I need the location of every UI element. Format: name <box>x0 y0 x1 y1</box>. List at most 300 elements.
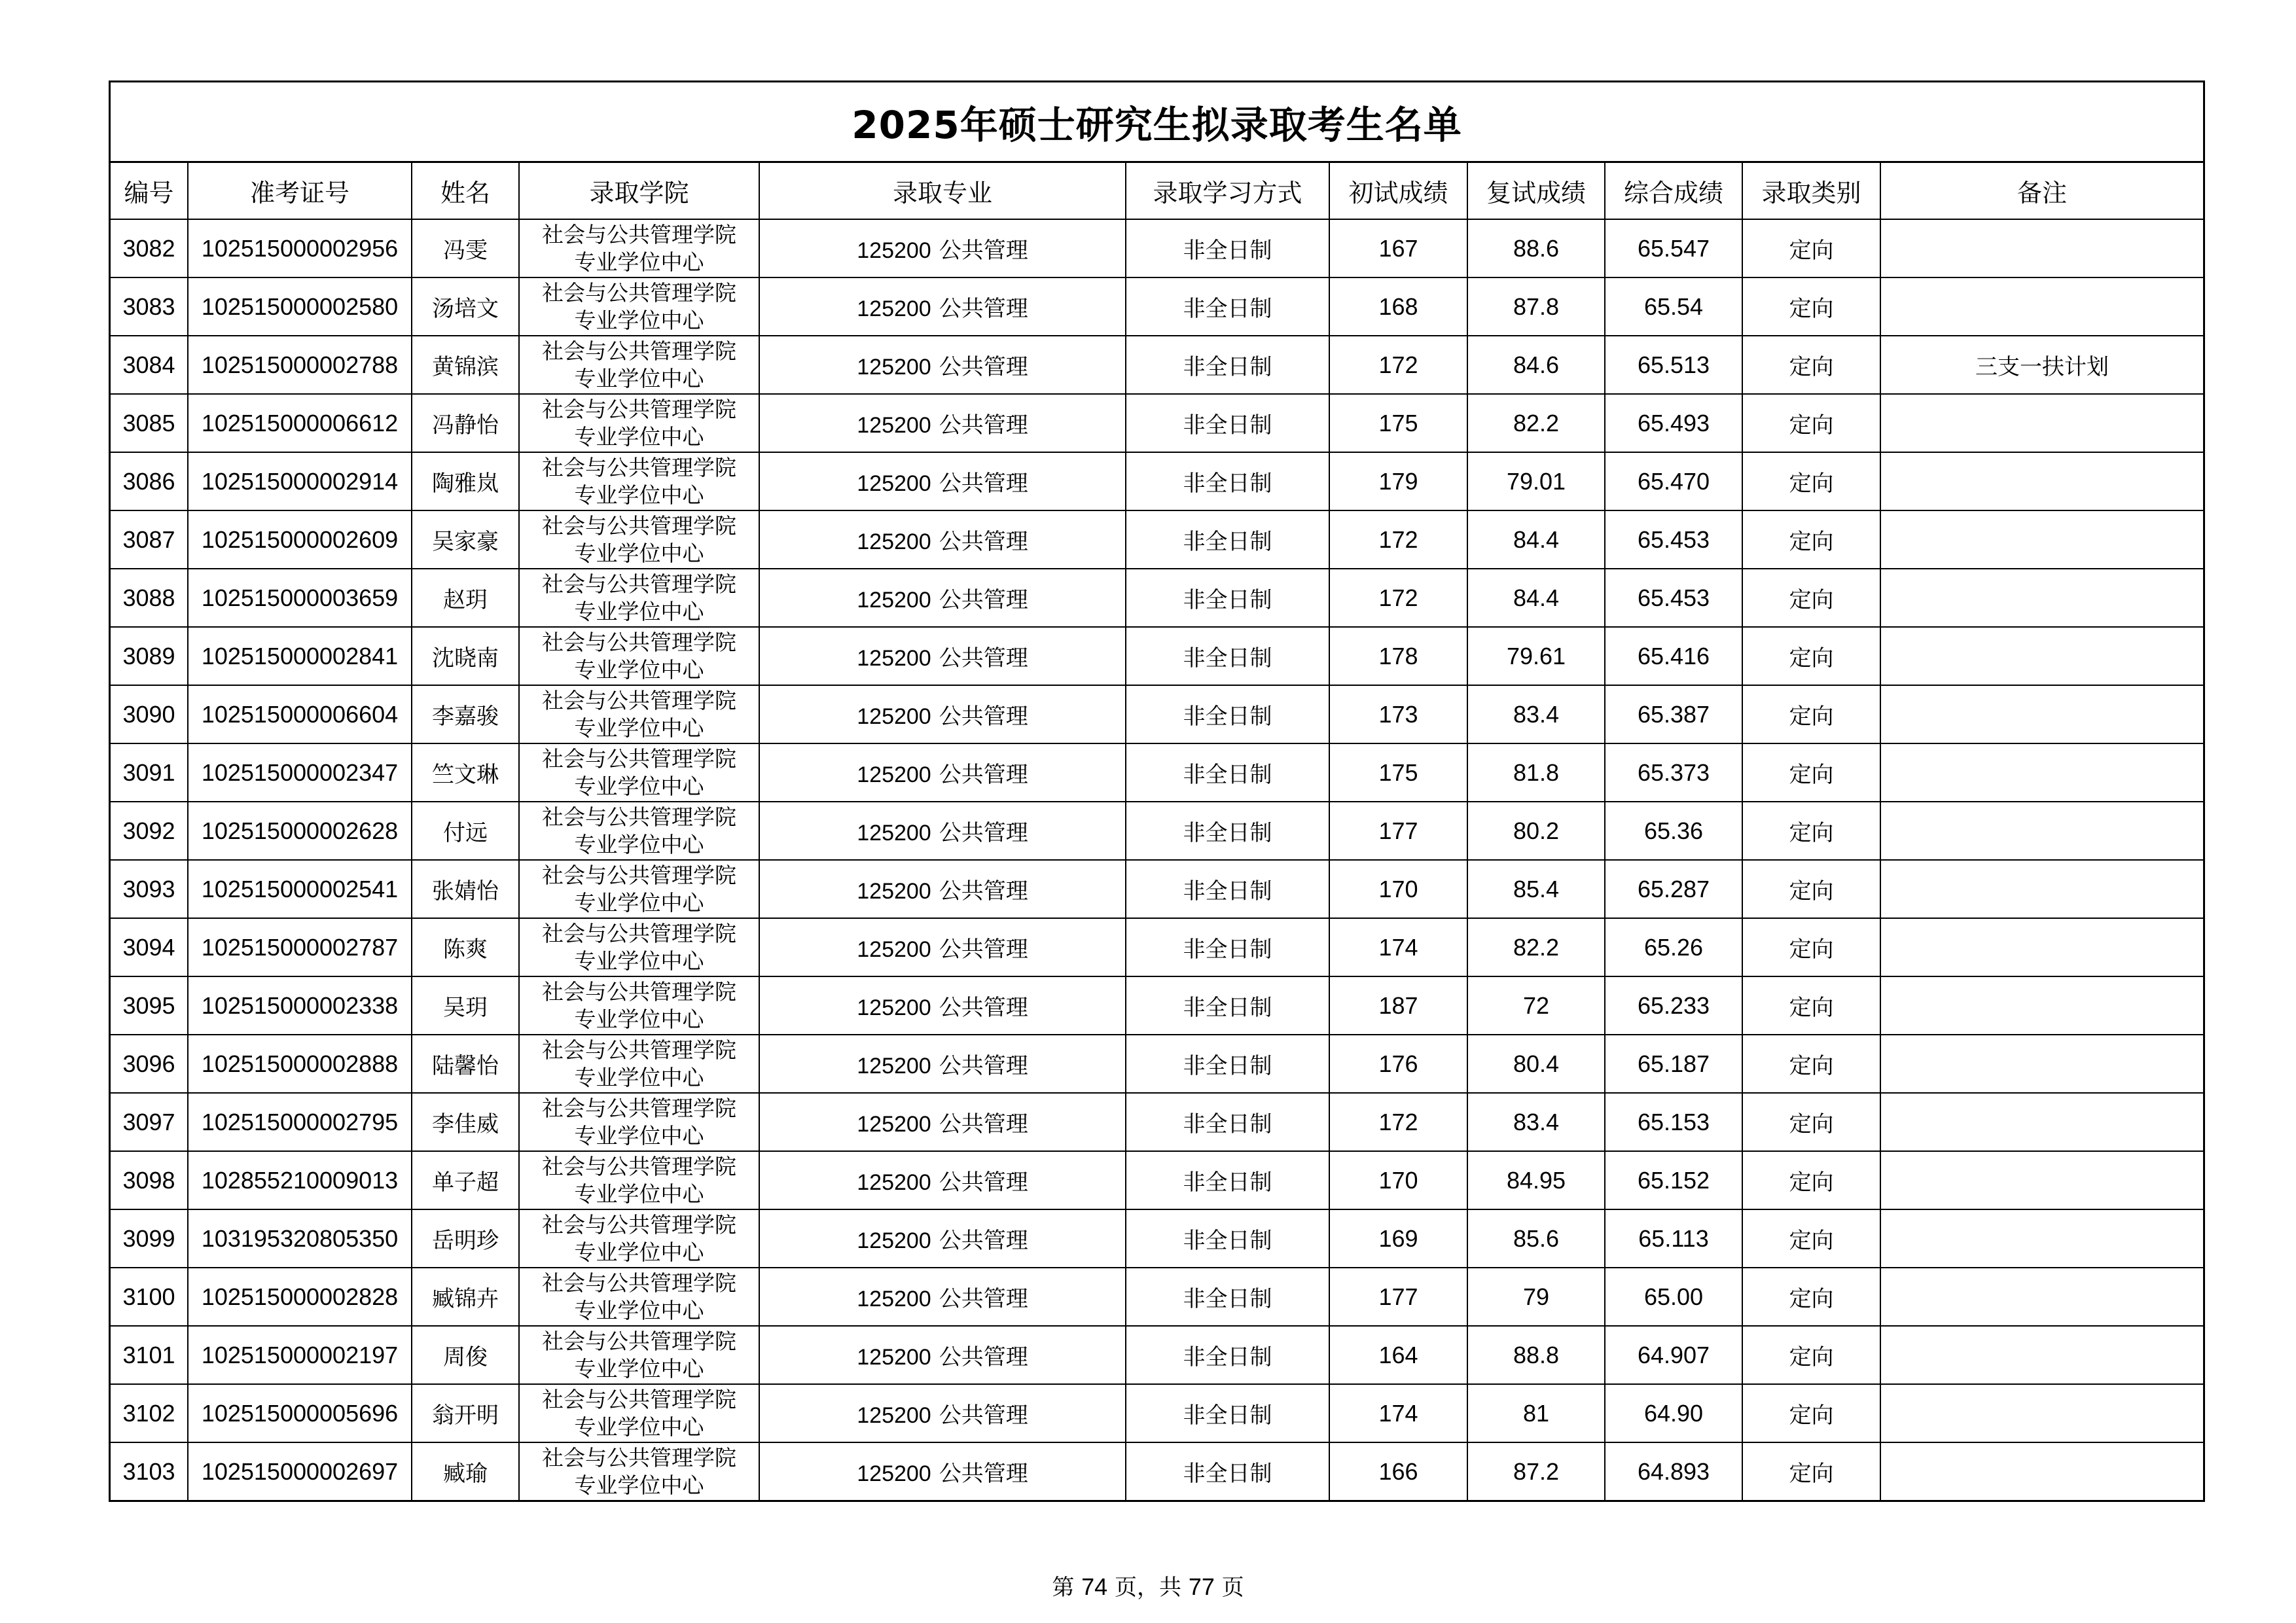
cell-exam-id: 103195320805350 <box>188 1209 412 1268</box>
cell-study-mode: 非全日制 <box>1126 1268 1329 1326</box>
major-code: 125200 <box>857 238 931 263</box>
cell-retest-score: 84.4 <box>1467 510 1605 569</box>
cell-major <box>759 1442 1126 1500</box>
cell-college <box>519 1268 759 1326</box>
cell-note <box>1880 1384 2203 1442</box>
cell-exam-id: 102515000002347 <box>188 743 412 802</box>
major-name: 公共管理 <box>939 704 1028 730</box>
cell-note <box>1880 685 2203 743</box>
college-line-1: 社会与公共管理学院 <box>542 629 736 655</box>
cell-no: 3091 <box>111 743 188 802</box>
college-line-2: 专业学位中心 <box>574 1414 704 1440</box>
cell-prelim-score: 170 <box>1329 860 1467 918</box>
cell-note <box>1880 802 2203 860</box>
header-total-score: 综合成绩 <box>1605 163 1742 219</box>
table-row <box>111 452 2203 510</box>
college-line-1: 社会与公共管理学院 <box>542 1386 736 1412</box>
cell-study-mode: 非全日制 <box>1126 219 1329 277</box>
cell-category: 定向 <box>1742 860 1880 918</box>
major-code: 125200 <box>857 879 931 904</box>
table-row <box>111 1384 2203 1442</box>
cell-prelim-score: 176 <box>1329 1035 1467 1093</box>
cell-study-mode: 非全日制 <box>1126 336 1329 394</box>
table-row <box>111 510 2203 569</box>
header-retest-score: 复试成绩 <box>1467 163 1605 219</box>
table-row <box>111 860 2203 918</box>
cell-total-score: 64.907 <box>1605 1326 1742 1384</box>
college-line-2: 专业学位中心 <box>574 482 704 508</box>
cell-total-score: 65.373 <box>1605 743 1742 802</box>
college-line-2: 专业学位中心 <box>574 307 704 333</box>
cell-name: 汤培文 <box>412 277 519 336</box>
cell-category: 定向 <box>1742 1093 1880 1151</box>
cell-study-mode: 非全日制 <box>1126 743 1329 802</box>
cell-note <box>1880 1151 2203 1209</box>
cell-study-mode: 非全日制 <box>1126 569 1329 627</box>
college-line-1: 社会与公共管理学院 <box>542 687 736 713</box>
cell-major <box>759 1209 1126 1268</box>
table-row <box>111 336 2203 394</box>
cell-college <box>519 452 759 510</box>
footer-total-pages: 77 <box>1188 1573 1215 1600</box>
cell-category: 定向 <box>1742 1209 1880 1268</box>
cell-study-mode: 非全日制 <box>1126 510 1329 569</box>
cell-note <box>1880 1209 2203 1268</box>
cell-exam-id: 102515000002197 <box>188 1326 412 1384</box>
cell-college <box>519 394 759 452</box>
cell-total-score: 65.153 <box>1605 1093 1742 1151</box>
cell-major <box>759 510 1126 569</box>
cell-major <box>759 1093 1126 1151</box>
header-prelim-score: 初试成绩 <box>1329 163 1467 219</box>
college-line-2: 专业学位中心 <box>574 1239 704 1265</box>
cell-name: 单子超 <box>412 1151 519 1209</box>
cell-exam-id: 102515000002795 <box>188 1093 412 1151</box>
cell-note <box>1880 1035 2203 1093</box>
cell-note <box>1880 1093 2203 1151</box>
cell-retest-score: 79.61 <box>1467 627 1605 685</box>
major-code: 125200 <box>857 588 931 613</box>
college-line-1: 社会与公共管理学院 <box>542 454 736 480</box>
cell-prelim-score: 187 <box>1329 976 1467 1035</box>
header-major: 录取专业 <box>759 163 1126 219</box>
cell-college <box>519 1151 759 1209</box>
cell-major <box>759 219 1126 277</box>
cell-total-score: 65.36 <box>1605 802 1742 860</box>
cell-major <box>759 1268 1126 1326</box>
table-row <box>111 1035 2203 1093</box>
college-line-1: 社会与公共管理学院 <box>542 920 736 946</box>
cell-category: 定向 <box>1742 336 1880 394</box>
table-row <box>111 1151 2203 1209</box>
cell-major <box>759 1384 1126 1442</box>
cell-prelim-score: 175 <box>1329 394 1467 452</box>
cell-total-score: 65.453 <box>1605 510 1742 569</box>
cell-category: 定向 <box>1742 1442 1880 1500</box>
major-code: 125200 <box>857 1345 931 1370</box>
cell-name: 陶雅岚 <box>412 452 519 510</box>
cell-study-mode: 非全日制 <box>1126 1326 1329 1384</box>
major-name: 公共管理 <box>939 1169 1028 1196</box>
college-line-2: 专业学位中心 <box>574 1006 704 1032</box>
major-code: 125200 <box>857 937 931 962</box>
cell-prelim-score: 170 <box>1329 1151 1467 1209</box>
cell-study-mode: 非全日制 <box>1126 1442 1329 1500</box>
cell-note <box>1880 860 2203 918</box>
college-line-2: 专业学位中心 <box>574 831 704 857</box>
college-line-1: 社会与公共管理学院 <box>542 1270 736 1296</box>
cell-prelim-score: 177 <box>1329 1268 1467 1326</box>
cell-category: 定向 <box>1742 685 1880 743</box>
college-line-1: 社会与公共管理学院 <box>542 745 736 772</box>
cell-note <box>1880 627 2203 685</box>
header-no: 编号 <box>111 163 188 219</box>
cell-name: 张婧怡 <box>412 860 519 918</box>
cell-note <box>1880 918 2203 976</box>
cell-exam-id: 102515000002580 <box>188 277 412 336</box>
table-row <box>111 219 2203 277</box>
cell-exam-id: 102515000002541 <box>188 860 412 918</box>
cell-category: 定向 <box>1742 1326 1880 1384</box>
cell-prelim-score: 178 <box>1329 627 1467 685</box>
cell-major <box>759 743 1126 802</box>
college-line-2: 专业学位中心 <box>574 423 704 450</box>
cell-prelim-score: 172 <box>1329 569 1467 627</box>
cell-college <box>519 802 759 860</box>
cell-major <box>759 627 1126 685</box>
header-note: 备注 <box>1880 163 2203 219</box>
cell-study-mode: 非全日制 <box>1126 1093 1329 1151</box>
table-row <box>111 1326 2203 1384</box>
college-line-1: 社会与公共管理学院 <box>542 512 736 539</box>
college-line-1: 社会与公共管理学院 <box>542 571 736 597</box>
cell-no: 3100 <box>111 1268 188 1326</box>
table-row <box>111 802 2203 860</box>
cell-category: 定向 <box>1742 219 1880 277</box>
cell-prelim-score: 164 <box>1329 1326 1467 1384</box>
cell-note <box>1880 743 2203 802</box>
cell-name: 付远 <box>412 802 519 860</box>
cell-major <box>759 918 1126 976</box>
cell-retest-score: 79 <box>1467 1268 1605 1326</box>
table-row <box>111 743 2203 802</box>
cell-college <box>519 860 759 918</box>
major-name: 公共管理 <box>939 645 1028 671</box>
cell-major <box>759 336 1126 394</box>
cell-no: 3097 <box>111 1093 188 1151</box>
major-name: 公共管理 <box>939 1461 1028 1487</box>
cell-name: 翁开明 <box>412 1384 519 1442</box>
cell-no: 3090 <box>111 685 188 743</box>
college-line-1: 社会与公共管理学院 <box>542 1328 736 1354</box>
cell-category: 定向 <box>1742 1151 1880 1209</box>
major-name: 公共管理 <box>939 529 1028 555</box>
cell-study-mode: 非全日制 <box>1126 860 1329 918</box>
cell-category: 定向 <box>1742 1268 1880 1326</box>
cell-name: 冯静怡 <box>412 394 519 452</box>
college-line-2: 专业学位中心 <box>574 598 704 624</box>
footer-middle: 页，共 <box>1115 1575 1181 1601</box>
cell-exam-id: 102515000002338 <box>188 976 412 1035</box>
table-header-row <box>111 163 2203 219</box>
cell-no: 3087 <box>111 510 188 569</box>
cell-study-mode: 非全日制 <box>1126 627 1329 685</box>
cell-retest-score: 84.4 <box>1467 569 1605 627</box>
cell-prelim-score: 169 <box>1329 1209 1467 1268</box>
header-category: 录取类别 <box>1742 163 1880 219</box>
cell-note <box>1880 1442 2203 1500</box>
cell-retest-score: 82.2 <box>1467 394 1605 452</box>
college-line-1: 社会与公共管理学院 <box>542 1095 736 1121</box>
major-code: 125200 <box>857 296 931 321</box>
cell-no: 3092 <box>111 802 188 860</box>
major-name: 公共管理 <box>939 995 1028 1021</box>
cell-exam-id: 102515000006604 <box>188 685 412 743</box>
major-name: 公共管理 <box>939 1344 1028 1370</box>
cell-no: 3082 <box>111 219 188 277</box>
cell-exam-id: 102515000006612 <box>188 394 412 452</box>
cell-college <box>519 1442 759 1500</box>
cell-category: 定向 <box>1742 802 1880 860</box>
cell-name: 吴家豪 <box>412 510 519 569</box>
major-code: 125200 <box>857 1403 931 1428</box>
cell-retest-score: 72 <box>1467 976 1605 1035</box>
cell-college <box>519 277 759 336</box>
major-name: 公共管理 <box>939 1228 1028 1254</box>
cell-study-mode: 非全日制 <box>1126 1035 1329 1093</box>
cell-retest-score: 83.4 <box>1467 1093 1605 1151</box>
college-line-1: 社会与公共管理学院 <box>542 862 736 888</box>
cell-no: 3088 <box>111 569 188 627</box>
cell-total-score: 65.54 <box>1605 277 1742 336</box>
cell-study-mode: 非全日制 <box>1126 277 1329 336</box>
major-code: 125200 <box>857 646 931 671</box>
cell-name: 岳明珍 <box>412 1209 519 1268</box>
major-code: 125200 <box>857 821 931 846</box>
cell-name: 黄锦滨 <box>412 336 519 394</box>
cell-major <box>759 277 1126 336</box>
cell-college <box>519 743 759 802</box>
major-code: 125200 <box>857 1287 931 1311</box>
admission-table <box>111 163 2203 1500</box>
cell-name: 陆馨怡 <box>412 1035 519 1093</box>
major-name: 公共管理 <box>939 820 1028 846</box>
major-code: 125200 <box>857 1112 931 1137</box>
college-line-2: 专业学位中心 <box>574 365 704 391</box>
college-line-2: 专业学位中心 <box>574 1297 704 1323</box>
major-code: 125200 <box>857 355 931 380</box>
table-row <box>111 685 2203 743</box>
cell-category: 定向 <box>1742 976 1880 1035</box>
major-name: 公共管理 <box>939 412 1028 438</box>
cell-category: 定向 <box>1742 277 1880 336</box>
major-name: 公共管理 <box>939 296 1028 322</box>
cell-category: 定向 <box>1742 452 1880 510</box>
cell-total-score: 65.547 <box>1605 219 1742 277</box>
header-study-mode: 录取学习方式 <box>1126 163 1329 219</box>
major-name: 公共管理 <box>939 1286 1028 1312</box>
college-line-1: 社会与公共管理学院 <box>542 221 736 247</box>
cell-college <box>519 1209 759 1268</box>
major-code: 125200 <box>857 762 931 787</box>
cell-no: 3096 <box>111 1035 188 1093</box>
cell-category: 定向 <box>1742 569 1880 627</box>
cell-retest-score: 85.4 <box>1467 860 1605 918</box>
cell-study-mode: 非全日制 <box>1126 685 1329 743</box>
cell-retest-score: 81 <box>1467 1384 1605 1442</box>
cell-no: 3089 <box>111 627 188 685</box>
footer-prefix: 第 <box>1052 1575 1075 1601</box>
table-row <box>111 976 2203 1035</box>
college-line-1: 社会与公共管理学院 <box>542 978 736 1005</box>
cell-study-mode: 非全日制 <box>1126 1384 1329 1442</box>
cell-total-score: 65.470 <box>1605 452 1742 510</box>
cell-total-score: 65.287 <box>1605 860 1742 918</box>
cell-study-mode: 非全日制 <box>1126 452 1329 510</box>
cell-category: 定向 <box>1742 1384 1880 1442</box>
college-line-2: 专业学位中心 <box>574 1064 704 1090</box>
table-row <box>111 569 2203 627</box>
cell-retest-score: 82.2 <box>1467 918 1605 976</box>
major-name: 公共管理 <box>939 587 1028 613</box>
cell-retest-score: 84.95 <box>1467 1151 1605 1209</box>
cell-prelim-score: 177 <box>1329 802 1467 860</box>
college-line-2: 专业学位中心 <box>574 1181 704 1207</box>
cell-retest-score: 85.6 <box>1467 1209 1605 1268</box>
cell-prelim-score: 174 <box>1329 1384 1467 1442</box>
cell-note <box>1880 394 2203 452</box>
cell-prelim-score: 167 <box>1329 219 1467 277</box>
major-code: 125200 <box>857 995 931 1020</box>
cell-prelim-score: 174 <box>1329 918 1467 976</box>
cell-total-score: 64.893 <box>1605 1442 1742 1500</box>
college-line-2: 专业学位中心 <box>574 540 704 566</box>
cell-total-score: 65.233 <box>1605 976 1742 1035</box>
cell-exam-id: 102515000002914 <box>188 452 412 510</box>
cell-total-score: 65.152 <box>1605 1151 1742 1209</box>
cell-total-score: 65.513 <box>1605 336 1742 394</box>
cell-total-score: 65.416 <box>1605 627 1742 685</box>
college-line-1: 社会与公共管理学院 <box>542 1211 736 1238</box>
cell-study-mode: 非全日制 <box>1126 918 1329 976</box>
cell-college <box>519 1093 759 1151</box>
cell-exam-id: 102855210009013 <box>188 1151 412 1209</box>
major-name: 公共管理 <box>939 1402 1028 1429</box>
cell-prelim-score: 172 <box>1329 1093 1467 1151</box>
cell-study-mode: 非全日制 <box>1126 1151 1329 1209</box>
major-name: 公共管理 <box>939 1111 1028 1137</box>
cell-major <box>759 1151 1126 1209</box>
cell-major <box>759 802 1126 860</box>
header-exam-id: 准考证号 <box>188 163 412 219</box>
header-college: 录取学院 <box>519 163 759 219</box>
cell-name: 吴玥 <box>412 976 519 1035</box>
cell-total-score: 65.453 <box>1605 569 1742 627</box>
major-code: 125200 <box>857 471 931 496</box>
cell-exam-id: 102515000002788 <box>188 336 412 394</box>
cell-name: 沈晓南 <box>412 627 519 685</box>
cell-exam-id: 102515000002787 <box>188 918 412 976</box>
major-code: 125200 <box>857 1461 931 1486</box>
cell-major <box>759 685 1126 743</box>
major-name: 公共管理 <box>939 354 1028 380</box>
college-line-2: 专业学位中心 <box>574 773 704 799</box>
table-row <box>111 918 2203 976</box>
college-line-1: 社会与公共管理学院 <box>542 279 736 306</box>
footer-suffix: 页 <box>1221 1575 1244 1601</box>
college-line-2: 专业学位中心 <box>574 715 704 741</box>
cell-study-mode: 非全日制 <box>1126 976 1329 1035</box>
cell-major <box>759 569 1126 627</box>
cell-study-mode: 非全日制 <box>1126 1209 1329 1268</box>
cell-total-score: 65.387 <box>1605 685 1742 743</box>
cell-note <box>1880 277 2203 336</box>
cell-retest-score: 88.8 <box>1467 1326 1605 1384</box>
cell-retest-score: 87.8 <box>1467 277 1605 336</box>
cell-name: 周俊 <box>412 1326 519 1384</box>
cell-category: 定向 <box>1742 394 1880 452</box>
cell-study-mode: 非全日制 <box>1126 802 1329 860</box>
major-name: 公共管理 <box>939 936 1028 963</box>
cell-total-score: 65.113 <box>1605 1209 1742 1268</box>
cell-total-score: 65.187 <box>1605 1035 1742 1093</box>
major-name: 公共管理 <box>939 238 1028 264</box>
cell-no: 3083 <box>111 277 188 336</box>
cell-retest-score: 80.4 <box>1467 1035 1605 1093</box>
cell-total-score: 65.493 <box>1605 394 1742 452</box>
cell-no: 3085 <box>111 394 188 452</box>
cell-category: 定向 <box>1742 918 1880 976</box>
cell-college <box>519 1035 759 1093</box>
cell-college <box>519 1326 759 1384</box>
major-name: 公共管理 <box>939 878 1028 904</box>
table-row <box>111 277 2203 336</box>
major-code: 125200 <box>857 1054 931 1079</box>
cell-exam-id: 102515000002828 <box>188 1268 412 1326</box>
cell-category: 定向 <box>1742 627 1880 685</box>
cell-name: 李嘉骏 <box>412 685 519 743</box>
cell-college <box>519 219 759 277</box>
cell-note: 三支一扶计划 <box>1880 336 2203 394</box>
college-line-2: 专业学位中心 <box>574 1472 704 1498</box>
college-line-1: 社会与公共管理学院 <box>542 1153 736 1179</box>
cell-retest-score: 80.2 <box>1467 802 1605 860</box>
cell-no: 3103 <box>111 1442 188 1500</box>
cell-name: 臧瑜 <box>412 1442 519 1500</box>
cell-no: 3099 <box>111 1209 188 1268</box>
major-code: 125200 <box>857 1228 931 1253</box>
cell-major <box>759 1035 1126 1093</box>
cell-major <box>759 394 1126 452</box>
table-row <box>111 394 2203 452</box>
major-code: 125200 <box>857 529 931 554</box>
cell-category: 定向 <box>1742 510 1880 569</box>
cell-name: 赵玥 <box>412 569 519 627</box>
cell-total-score: 65.26 <box>1605 918 1742 976</box>
major-code: 125200 <box>857 1170 931 1195</box>
cell-name: 陈爽 <box>412 918 519 976</box>
cell-exam-id: 102515000002628 <box>188 802 412 860</box>
cell-name: 臧锦卉 <box>412 1268 519 1326</box>
cell-no: 3084 <box>111 336 188 394</box>
cell-note <box>1880 510 2203 569</box>
cell-no: 3102 <box>111 1384 188 1442</box>
cell-exam-id: 102515000002609 <box>188 510 412 569</box>
major-name: 公共管理 <box>939 471 1028 497</box>
college-line-2: 专业学位中心 <box>574 249 704 275</box>
cell-no: 3101 <box>111 1326 188 1384</box>
cell-no: 3098 <box>111 1151 188 1209</box>
